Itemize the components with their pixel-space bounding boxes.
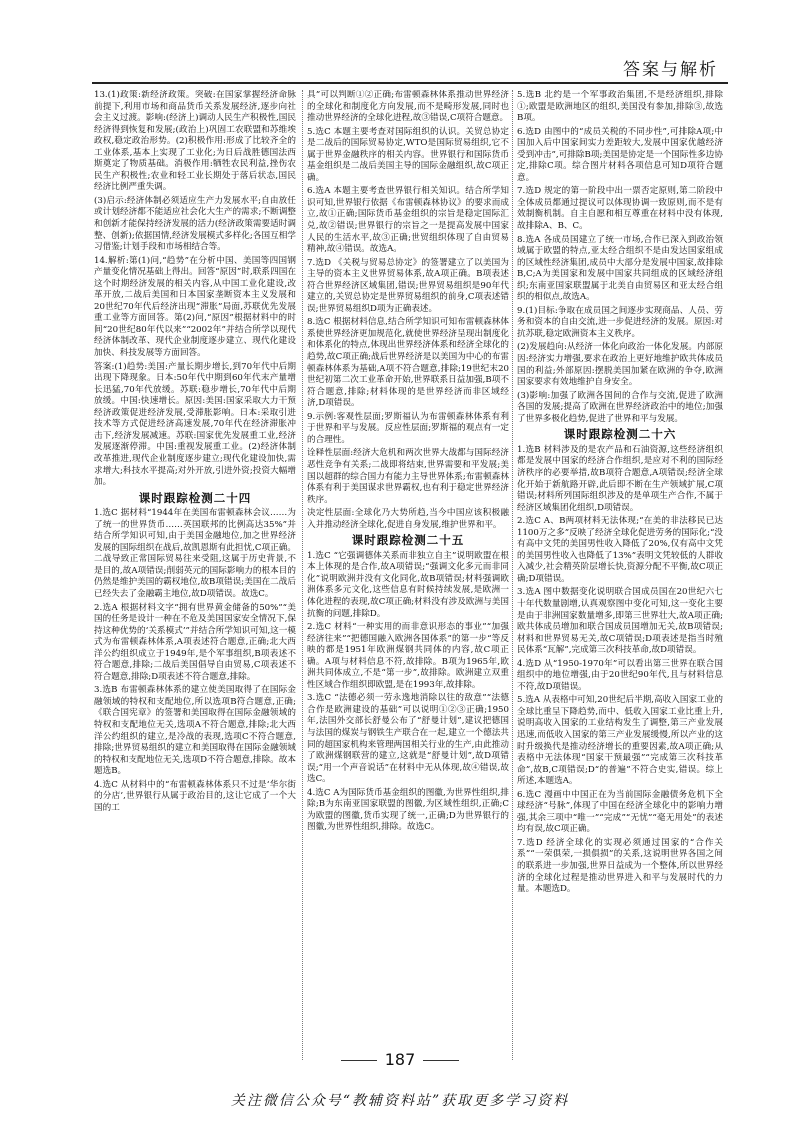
- answer-26-2: 2.选C A、B两项材料无法体现;“在美的非法移民已达1100万之多”反映了经济全球化促进劳务的国际化;“没有高中文凭的美国男性收入降低了20%,仅有高中文凭的美国男性收入也降低了13%”表明文凭较低的人群收入减少,社会精英阶层增长快,资源分配不平衡,故C项正确;D项错误。: [517, 516, 723, 584]
- answer-24-4: 4.选C 从材料中的“布雷顿森林体系只不过是‘华尔街的分店’,世界银行从属于政治目的,这让它成了一个大国的工: [94, 779, 296, 813]
- page-header-label: 答案与解析: [623, 60, 718, 80]
- answer-24-9-interpretive: 诠释性层面:经济大危机和两次世界大战都与国际经济恶性竞争有关系;二战即将结束,世界需要和平发展;美国以超群的综合国力有能力主导世界体系;布雷顿森林体系有利于美国谋求世界霸权,也有利于稳定世界经济秩序。: [307, 448, 509, 505]
- answer-24-9-decisive: 决定性层面:全球化乃大势所趋,当今中国应该积极融入并推动经济全球化,促进自身发展,维护世界和平。: [307, 508, 509, 530]
- answer-13-part3: (3)启示:经济体制必须适应生产力发展水平;自由放任或计划经济都不能适应社会化大生产的需求;不断调整和创新才能保持经济发展的活力(经济政策需要适时调整、创新);依据国情,经济发展模式多样化;各国互相学习借鉴;计划手段和市场相结合等。: [94, 195, 296, 253]
- answer-25-3: 3.选C “法德必须一劳永逸地消除以往的敌意”“法德合作是欧洲建设的基础”可以说明①②③正确;1950年,法国外交部长舒曼公布了“舒曼计划”,建议把德国与法国的煤炭与钢铁生产联合在一起,建立一个德法共同的超国家机构来管理两国相关行业的生产,由此推动了欧洲煤钢联营的建立,这就是“舒曼计划”,故D项错误;“用一个声音说话”在材料中无从体现,故④错误,故选C。: [307, 693, 509, 785]
- answer-25-9-part3: (3)影响:加强了欧洲各国间的合作与交流,促进了欧洲各国的发展;提高了欧洲在世界经济政治中的地位;加强了世界多极化趋势,促进了世界和平与发展。: [517, 390, 723, 424]
- answer-25-9-part2: (2)发展趋向:从经济一体化向政治一体化发展。内部原因:经济实力增强,要求在政治上更好地维护欧共体成员国的利益;外部原因:摆脱美国加紧在欧洲的争夺,欧洲国家要求有效地维护自身安全。: [517, 342, 723, 388]
- answer-13: 13.(1)政策:新经济政策。突破:在国家掌握经济命脉前提下,利用市场和商品货币关系发展经济,逐步向社会主义过渡。影响:(经济上)调动人民生产积极性,国民经济得到恢复和发展;(政治上)巩固工农联盟和苏维埃政权,稳定政治形势。(2)积极作用:形成了比较齐全的工业体系,基本上实现了工业化;为日后战胜德国法西斯奠定了物质基础。消极作用:牺牲农民利益,挫伤农民生产积极性;农业和轻工业长期处于落后状态,国民经济比例严重失调。: [94, 90, 296, 193]
- answer-26-6: 6.选C 漫画中中国正在为当前国际金融债务危机下全球经济“号脉”,体现了中国在经济全球化中的影响力增强,其余三项中“唯一”“完成”“无忧”“毫无用处”的表述均有误,故C项正确。: [517, 789, 723, 835]
- page-number-dash-left: [341, 1060, 377, 1061]
- section-title-24: 课时跟踪检测二十四: [138, 490, 252, 505]
- section-title-26: 课时跟踪检测二十六: [563, 427, 677, 442]
- answer-24-5: 5.选C 本题主要考查对国际组织的认识。关贸总协定是二战后的国际贸易协定,WTO是国际贸易组织,它不属于世界金融秩序的相关内容。世界银行和国际货币基金组织是二战后美国主导的国际金融组织,故C项正确。: [307, 126, 509, 183]
- page-number-dash-right: [423, 1060, 459, 1061]
- answer-26-7: 7.选D 经济全球化的实现必须通过国家的“合作关系”“一荣俱荣,一损俱损”的关系,这说明世界各国之间的联系进一步加强,世界日益成为一个整体,所以世界经济的全球化过程是推动世界进入和平与发展时代的力量。本题选D。: [517, 837, 723, 895]
- answer-25-7: 7.选D 规定的第一阶段中出一票否定原则,第二阶段中全体成员都通过提议可以体现协调一致原则,而不是有效制衡机制。自主自愿和相互尊重在材料中没有体现,故排除A、B、C。: [517, 186, 723, 232]
- page-number: [0, 1050, 800, 1069]
- header-rule: [92, 82, 728, 84]
- answer-24-1: 1.选C 据材料“1944年在美国布雷顿森林会议……为了统一的世界货币……英国联邦的比例高达35%”并结合所学知识可知,由于美国金融地位,加之世界经济发展的国际组织在战后,故凯恩斯有此担忧,C项正确。二战导致正常国际贸易往来受阻,这属于历史背景,不是目的,故A项错误;削弱英元的国际影响力的根本目的仍然是维护美国的霸权地位,故B项错误;美国在二战后已经失去了金融霸主地位,故D项错误。故选C。: [94, 508, 296, 599]
- answer-24-9: 9.示例:客观性层面;罗斯福认为布雷顿森林体系有利于世界和平与发展。反应性层面;罗斯福的观点有一定的合理性。: [307, 411, 509, 445]
- answer-26-1: 1.选B 材料涉及的是农产品和石油资源,这些经济组织都是发展中国家的经济合作组织,是应对不利的国际经济秩序的必要举措,故B项符合题意,A项错误;经济全球化开始于新航路开辟,此后即不断在生产领域扩展,C项错误;材料所列国际组织涉及的是单项生产合作,不属于经济区域集团化组织,D项错误。: [517, 444, 723, 513]
- answer-24-3: 3.选B 布雷顿森林体系的建立使美国取得了在国际金融领域的特权和支配地位,所以选项B符合题意,正确;《联合国宪章》的签署和美国取得在国际金融领域的特权和支配地位无关,选项A不符合题意,排除;北大西洋公约组织的建立,是冷战的表现,选项C不符合题意,排除;世界贸易组织的建立和美国取得在国际金融领域的特权和支配地位无关,选项D不符合题意,排除。故本题选B。: [94, 685, 296, 777]
- answer-25-9: 9.(1)目标:争取在成员国之间逐步实现商品、人员、劳务和资本的自由交流,进一步促进经济的发展。原因:对抗苏联,稳定欧洲资本主义秩序。: [517, 305, 723, 339]
- column-middle: [302, 90, 509, 1060]
- column-right: [512, 90, 723, 1060]
- answer-25-8: 8.选A 各成员国建立了统一市场,合作已深入到政治领域属于欧盟的特点,亚太经合组织不是由发达国家组成的区域性经济集团,成员中大部分是发展中国家,故排除B,C;A为美国家和发展中国家共同组成的区域经济组织;东南亚国家联盟属于北美自由贸易区和亚太经合组织的相似点,故选A。: [517, 234, 723, 303]
- answer-24-8: 8.选C 根据材料信息,结合所学知识可知布雷顿森林体系使世界经济更加规范化,就使世界经济呈现出制度化和体系化的特点,体现出世界经济体系和经济全球化的趋势,故C项正确;战后世界经济是以美国为中心的布雷顿森林体系为基础,A项不符合题意,排除;19世纪末20世纪初第二次工业革命开始,世界联系日益加强,B项不符合题意,排除;材料体现的是世界经济而非区域经济,D项错误。: [307, 317, 509, 409]
- answer-25-2: 2.选C 材料“一种实用的而非意识形态的事业”“加强经济往来”“把德国融入欧洲各国体系”的第一步“等反映的都是1951年欧洲煤钢共同体的内容,故C项正确。A项与材料信息不符,故排除。B项为1965年,欧洲共同体成立,不是“第一步”,故排除。欧洲建立双重性区域合作组织即欧盟,是在1993年,故排除。: [307, 622, 509, 690]
- answer-24-2: 2.选A 根据材料文字“拥有世界黄金储备的50%”“美国的任务是设计一种在不危及美国国家安全情况下,保持这种优势的‘关系模式’”并结合所学知识可知,这一模式为布雷顿森林体系,A项表述符合题意,正确;北大西洋公约组织成立于1949年,是个军事组织,B项表述不符合题意,排除;二战后美国倡导自由贸易,C项表述不符合题意,排除;D项表述不符合题意,排除。: [94, 602, 296, 682]
- answer-14-analysis: 14.解析:第(1)问,“趋势”在分析中国、美国等四国钢产量变化情况基础上得出。回答“原因”时,联系四国在这个时期经济发展的相关内容,从中国工业化建设,改革开放,二战后美国和日本国家垄断资本主义发展和20世纪70年代后经济出现“滞胀”局面,苏联优先发展重工业等方面回答。第(2)问,“原因”根据材料中的时间“20世纪80年代以来”“2002年”并结合所学以现代经济体制改革、现代企业制度逐步建立、现代化建设加快、科技发展等方面回答。: [94, 255, 296, 359]
- answer-14-answer: 答案:(1)趋势:美国:产量长期步增长,到70年代中后期出现下降现象。日本:50年代中期到60年代末产量增长迅猛,70年代放缓。苏联:稳步增长,70年代中后期放缓。中国:快速增长。原因:美国:国家采取大力干预经济政策促进经济发展,受滞胀影响。日本:采取引进技术等方式促进经济高速发展,70年代在经济滞胀冲击下,经济发展减速。苏联:国家优先发展重工业,经济发展逐渐停滞。中国:重视发展重工业。(2)经济体制改革推进,现代企业制度逐步建立;现代化建设加快,需求增大;科技水平提高;对外开放,引进外资;投资大幅增加。: [94, 361, 296, 488]
- answer-25-4: 4.选C A为国际货币基金组织的图徽,为世界性组织,排除;B为东南亚国家联盟的图徽,为区域性组织,正确;C为欧盟的图徽,货币实现了统一,正确;D为世界银行的图徽,为世界性组织,排除。故选C。: [307, 787, 509, 833]
- answer-24-4-cont: 具”可以判断①②正确;布雷顿森林体系推动世界经济的全球化和制度化方向发展,而不是畸形发展,同时也推动世界经济的全球化进程,故③错误,C项符合题意。: [307, 90, 509, 124]
- page-number-value: 187: [384, 1050, 416, 1069]
- answer-25-6: 6.选D 由图中的“成员关税的不同步性”,可排除A项;中国加入后中国家间实力差距较大,发展中国家优越经济受到冲击”,可排除B项;美国是协定是一个国际性多边协定,排除C项。综合图片材料各项信息可知D项符合题意。: [517, 126, 723, 183]
- answer-26-4: 4.选D 从“1950-1970年”可以看出第三世界在联合国组织中的地位增强,由于20世纪90年代,且与材料信息不符,故D项错误。: [517, 658, 723, 692]
- answer-25-1: 1.选C “它强调德体关系而非独立自主”说明欧盟在根本上体现的是合作,故A项错误;“强调文化多元而非同化”说明欧洲并没有文化同化,故B项错误;材料强调欧洲体系多元文化,这些信息有时候持续发展,是欧洲一体化进程的表现,故C项正确;材料没有涉及欧洲与美国抗衡的问题,排除D。: [307, 550, 509, 619]
- section-title-25: 课时跟踪检测二十五: [351, 533, 465, 548]
- answer-26-3: 3.选A 图中数据变化说明联合国成员国在20世纪六七十年代数量剧增,认真观察图中变化可知,这一变化主要是由于非洲国家数量增多,即第三世界壮大,故A项正确;欧共体成员增加和联合国成员国增加无关,故B项错误;材料和世界贸易无关,故C项错误;D项表述是指当时殖民体系“瓦解”,完成第三次科技革命,故D项错误。: [517, 587, 723, 656]
- footer-note: 关注微信公众号“教辅资料站”获取更多学习资料: [230, 1093, 570, 1109]
- answer-25-5: 5.选B 北约是一个军事政治集团,不是经济组织,排除①;欧盟是欧洲地区的组织,美国没有参加,排除③,故选B项。: [517, 90, 723, 124]
- answer-26-5: 5.选A 从表格中可知,20世纪后半期,高收入国家工业的全球比重呈下降趋势,而中、低收入国家工业比重上升,说明高收入国家的工业结构发生了调整,第三产业发展迅速,而低收入国家的第三产业发展缓慢,所以产业的这时升级换代是推动经济增长的重要因素,故A项正确;从表格中无法体现“国家干预最强”“完成第三次科技革命”,故B,C项错误;D“的普遍”不符合史实,错误。综上所述,本题选A。: [517, 695, 723, 787]
- column-left: [94, 90, 296, 1060]
- answer-24-7: 7.选D 《关税与贸易总协定》的签署建立了以美国为主导的资本主义世界贸易体系,故A项正确。B项表述符合世界经济区域集团,错误;世界贸易组织是90年代建立的,关贸总协定是世界贸易组织的前身,C项表述错误;世界贸易组织D项为正确表述。: [307, 257, 509, 314]
- answer-24-6: 6.选A 本题主要考查世界银行相关知识。结合所学知识可知,世界银行依据《布雷顿森林协议》的要求而成立,故①正确;国际货币基金组织的宗旨是稳定国际汇兑,故②错误;世界银行的宗旨之一是提高发展中国家人民的生活水平,故③正确;世贸组织体现了自由贸易精神,故④错误。故选A。: [307, 186, 509, 255]
